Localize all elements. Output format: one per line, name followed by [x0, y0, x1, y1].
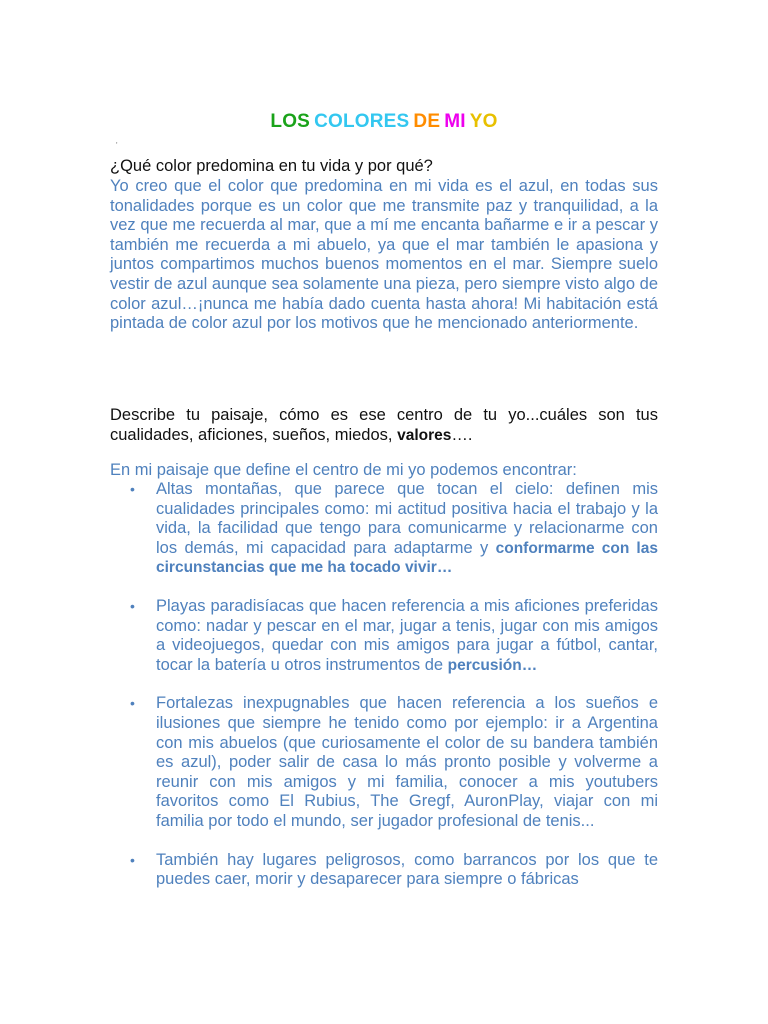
bullet-icon: • [130, 851, 135, 868]
question-2-text: Describe tu paisaje, cómo es ese centro de tu yo...cuáles son tus cualidades, aficiones, sueños, miedos, [110, 406, 658, 444]
list-item-text: También hay lugares peligrosos, como barrancos por los que te puedes caer, morir y desaparecer para siempre o fábricas [156, 850, 658, 889]
list-item [110, 694, 658, 831]
question-1: ¿Qué color predomina en tu vida y por qué? [110, 157, 433, 175]
title-word-los: LOS [270, 111, 311, 132]
list-item [110, 480, 658, 578]
list-item-bold: conformarme con las circunstancias que me ha tocado vivir… [156, 539, 658, 577]
title-word-de: DE [413, 111, 441, 132]
landscape-list [110, 480, 658, 909]
list-item-text: Altas montañas, que parece que tocan el cielo: definen mis cualidades principales como: mi actitud positiva hacia el trabajo y la vida, la facilidad que tengo para comunicarme y relacionarme con los demás, mi capacidad para adaptarme y [156, 480, 658, 557]
title-word-colores: COLORES [314, 111, 410, 132]
stray-mark: ' [116, 141, 118, 150]
bullet-icon: • [130, 695, 135, 712]
question-2-end: …. [451, 425, 473, 444]
list-item [110, 851, 658, 890]
title-word-yo: YO [469, 111, 498, 132]
question-2 [110, 406, 658, 445]
list-item [110, 597, 658, 675]
bullet-icon: • [130, 481, 135, 497]
question-2-bold: valores [397, 426, 452, 444]
answer-1: Yo creo que el color que predomina en mi vida es el azul, en todas sus tonalidades porque es un color que me transmite paz y tranquilidad, a la vez que me recuerda al mar, que a mí me encanta bañarme e ir a pescar y también me recuerda a mi abuelo, ya que el mar también le apasiona y juntos compartimos muchos buenos momentos en el mar. Siempre suelo vestir de azul aunque sea solamente una pieza, pero siempre visto algo de color azul…¡nunca me había dado cuenta hasta ahora! Mi habitación está pintada de color azul por los motivos que he mencionado anteriormente. [110, 177, 658, 333]
list-item-text: Fortalezas inexpugnables que hacen referencia a los sueños e ilusiones que siempre he tenido como por ejemplo: ir a Argentina con mis abuelos (que curiosamente el color de su bandera también es azul), poder salir de casa lo más pronto posible y volverme a reunir con mis amigos y mi familia, conocer a mis youtubers favoritos como El Rubius, The Gregf, AuronPlay, viajar con mi familia por todo el mundo, ser jugador profesional de tenis... [156, 694, 658, 830]
list-item-text: Playas paradisíacas que hacen referencia a mis aficiones preferidas como: nadar y pescar en el mar, jugar a tenis, jugar con mis amigos a videojuegos, quedar con mis amigos para jugar a fútbol, cantar, tocar la batería u otros instrumentos de [156, 596, 658, 674]
bullet-icon: • [130, 597, 135, 614]
document-title [110, 112, 658, 132]
title-word-mi: MI [444, 111, 466, 132]
list-item-bold: percusión… [447, 656, 538, 674]
landscape-intro: En mi paisaje que define el centro de mi yo podemos encontrar: [110, 461, 577, 479]
